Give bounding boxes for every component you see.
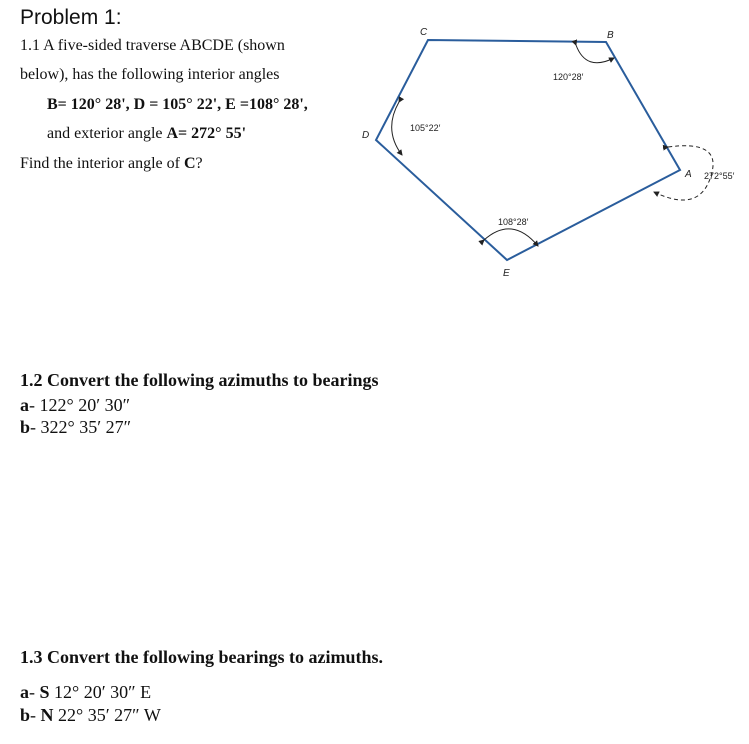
q13-item-b-dir1: N [40, 705, 54, 725]
q12-heading: 1.2 Convert the following azimuths to bearings [20, 370, 379, 390]
angle-label-d: 105°22′ [410, 123, 441, 133]
point-label-c: C [420, 27, 428, 38]
point-label-b: B [607, 30, 614, 41]
point-label-e: E [503, 268, 510, 279]
q11-line-5-end: ? [195, 155, 203, 172]
angle-arc-d [392, 102, 402, 155]
q12-item-a-sep: - [29, 395, 40, 415]
q13-item-a-label: a [20, 682, 29, 702]
q12-item-a [20, 395, 130, 416]
q11-line-5-point: C [183, 155, 196, 172]
q13-heading: 1.3 Convert the following bearings to azimuths. [20, 647, 383, 667]
q12-item-b-label: b [20, 417, 31, 437]
q13-item-b-dir2: W [143, 705, 161, 725]
q12-item-a-label: a [20, 395, 29, 415]
q13-item-a-dir2: E [140, 682, 152, 702]
q13-item-a [20, 682, 151, 703]
q12-item-a-value: 122° 20′ 30″ [39, 395, 131, 415]
angle-label-a: 272°55′ [704, 171, 735, 181]
q13-item-b-sep: - [30, 705, 41, 725]
traverse-diagram [0, 0, 749, 300]
q13-item-a-sep: - [29, 682, 40, 702]
q12-item-b [20, 417, 131, 438]
q11-line-4-text: and exterior angle [47, 125, 167, 142]
point-label-a: A [685, 169, 692, 180]
q11-line-2: below), has the following interior angles [20, 66, 280, 83]
traverse-polygon [376, 40, 680, 260]
q11-line-5-text: Find the interior angle of [20, 155, 184, 172]
angle-arc-e [484, 229, 538, 246]
q13-item-b-label: b [20, 705, 31, 725]
angle-label-e: 108°28′ [498, 217, 529, 227]
point-label-d: D [362, 130, 370, 141]
q13-item-a-dir1: S [39, 682, 50, 702]
q11-line-4-angle: A= 272° 55' [166, 125, 247, 142]
q12-item-b-sep: - [30, 417, 41, 437]
q13-item-b-value: 22° 35′ 27″ [53, 705, 144, 725]
problem-title: Problem 1: [20, 6, 122, 29]
q11-line-3: B= 120° 28', D = 105° 22', E =108° 28', [47, 96, 308, 113]
q13-item-b [20, 705, 161, 726]
q13-item-a-value: 12° 20′ 30″ [49, 682, 141, 702]
angle-label-b: 120°28′ [553, 72, 584, 82]
q12-item-b-value: 322° 35′ 27″ [40, 417, 132, 437]
q11-line-1: 1.1 A five-sided traverse ABCDE (shown [20, 37, 285, 54]
